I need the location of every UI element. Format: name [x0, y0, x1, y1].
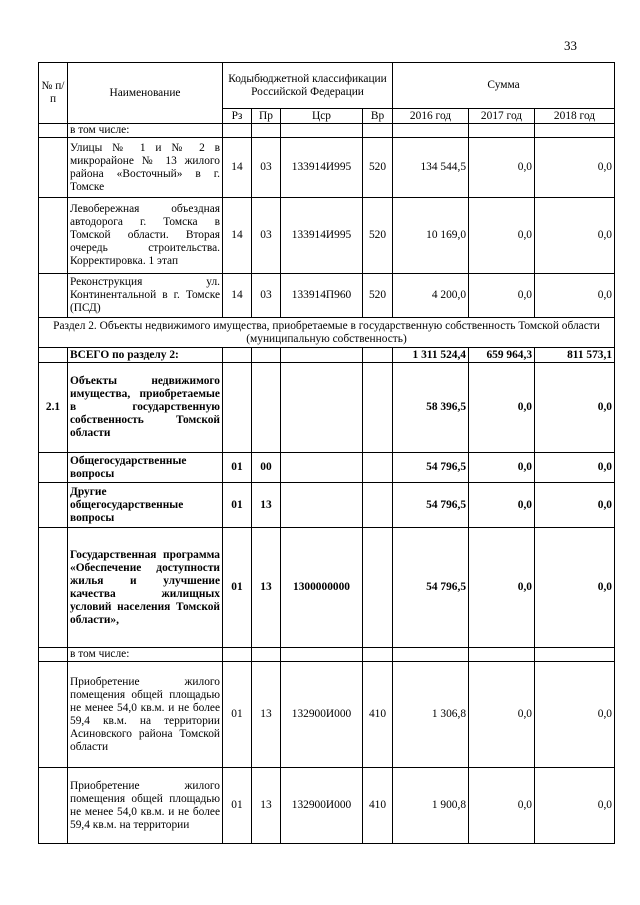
cell-2016: 54 796,5	[393, 528, 469, 648]
cell-csr: 133914И995	[281, 138, 363, 198]
cell-2016: 58 396,5	[393, 363, 469, 453]
col-header-name: Наименование	[68, 63, 223, 124]
cell-2016: 1 306,8	[393, 662, 469, 768]
cell-pr: 03	[252, 274, 281, 318]
table-row	[39, 274, 615, 318]
total-row	[39, 348, 615, 363]
cell-2017: 0,0	[469, 483, 535, 528]
cell-pr: 13	[252, 662, 281, 768]
cell-2018: 811 573,1	[535, 348, 615, 363]
cell-2017: 0,0	[469, 768, 535, 844]
header-row-1	[39, 63, 615, 109]
cell-pr: 03	[252, 138, 281, 198]
col-header-codes: Кодыбюджетной классификации Российской Федерации	[223, 63, 393, 109]
cell-2018: 0,0	[535, 662, 615, 768]
cell-csr: 1300000000	[281, 528, 363, 648]
cell-pr: 03	[252, 198, 281, 274]
cell-2018: 0,0	[535, 453, 615, 483]
cell-2016: 4 200,0	[393, 274, 469, 318]
col-header-2018: 2018 год	[535, 109, 615, 124]
cell-rz: 14	[223, 138, 252, 198]
cell-2016: 134 544,5	[393, 138, 469, 198]
cell-2016: 54 796,5	[393, 483, 469, 528]
table-row	[39, 528, 615, 648]
row-name: Реконструкция ул. Континентальной в г. Томске (ПСД)	[68, 274, 223, 318]
table-row	[39, 483, 615, 528]
cell-2018: 0,0	[535, 138, 615, 198]
cell-2018: 0,0	[535, 363, 615, 453]
cell-rz: 01	[223, 768, 252, 844]
col-header-pr: Пр	[252, 109, 281, 124]
cell-2016: 54 796,5	[393, 453, 469, 483]
cell-csr: 132900И000	[281, 662, 363, 768]
row-label: в том числе:	[68, 648, 223, 662]
cell-2018: 0,0	[535, 528, 615, 648]
cell-rz: 01	[223, 483, 252, 528]
row-name: Улицы № 1 и № 2 в микрорайоне № 13 жилого района «Восточный» в г. Томске	[68, 138, 223, 198]
cell-2017: 0,0	[469, 138, 535, 198]
cell-vr: 520	[363, 138, 393, 198]
cell-csr: 132900И000	[281, 768, 363, 844]
col-header-sum: Сумма	[393, 63, 615, 109]
cell-2016: 1 311 524,4	[393, 348, 469, 363]
cell-vr: 410	[363, 768, 393, 844]
section-heading: Раздел 2. Объекты недвижимого имущества, приобретаемые в государственную собственность Томской области (муниципальную собственность)	[39, 318, 615, 348]
cell-pr: 13	[252, 768, 281, 844]
cell-rz: 01	[223, 453, 252, 483]
cell-pr: 00	[252, 453, 281, 483]
cell-2017: 0,0	[469, 453, 535, 483]
cell-2018: 0,0	[535, 483, 615, 528]
cell-2017: 0,0	[469, 662, 535, 768]
cell-2017: 0,0	[469, 274, 535, 318]
cell-2017: 0,0	[469, 528, 535, 648]
table-row	[39, 648, 615, 662]
cell-2016: 1 900,8	[393, 768, 469, 844]
row-name: Объекты недвижимого имущества, приобретаемые в государственную собственность Томской области	[68, 363, 223, 453]
cell-2018: 0,0	[535, 198, 615, 274]
cell-pr: 13	[252, 483, 281, 528]
cell-vr: 520	[363, 274, 393, 318]
row-name: Левобережная объездная автодорога г. Томска в Томской области. Вторая очередь строительства. Корректировка. 1 этап	[68, 198, 223, 274]
col-header-2017: 2017 год	[469, 109, 535, 124]
row-name: Другие общегосударственные вопросы	[68, 483, 223, 528]
cell-rz: 01	[223, 662, 252, 768]
page-number: 33	[564, 38, 577, 53]
table-row	[39, 124, 615, 138]
table-row	[39, 138, 615, 198]
row-name: Приобретение жилого помещения общей площадью не менее 54,0 кв.м. и не более 59,4 кв.м. на территории	[68, 768, 223, 844]
table-row	[39, 198, 615, 274]
col-header-csr: Цср	[281, 109, 363, 124]
col-header-2016: 2016 год	[393, 109, 469, 124]
col-header-num: № п/п	[39, 63, 68, 124]
cell-2016: 10 169,0	[393, 198, 469, 274]
cell-2017: 659 964,3	[469, 348, 535, 363]
cell-rz: 01	[223, 528, 252, 648]
cell-csr: 133914П960	[281, 274, 363, 318]
cell-pr: 13	[252, 528, 281, 648]
total-label: ВСЕГО по разделу 2:	[68, 348, 223, 363]
cell-rz: 14	[223, 274, 252, 318]
row-name: Общегосударственные вопросы	[68, 453, 223, 483]
row-label: в том числе:	[68, 124, 223, 138]
budget-table	[38, 62, 615, 844]
table-row	[39, 662, 615, 768]
row-name: Приобретение жилого помещения общей площадью не менее 54,0 кв.м. и не более 59,4 кв.м. на территории Асиновского района Томской области	[68, 662, 223, 768]
table-row	[39, 363, 615, 453]
table-row	[39, 453, 615, 483]
section-heading-row	[39, 318, 615, 348]
cell-rz: 14	[223, 198, 252, 274]
table-row	[39, 768, 615, 844]
col-header-rz: Рз	[223, 109, 252, 124]
cell-csr: 133914И995	[281, 198, 363, 274]
cell-2018: 0,0	[535, 274, 615, 318]
cell-vr: 410	[363, 662, 393, 768]
cell-2018: 0,0	[535, 768, 615, 844]
cell-vr: 520	[363, 198, 393, 274]
col-header-vr: Вр	[363, 109, 393, 124]
row-name: Государственная программа «Обеспечение доступности жилья и улучшение качества жилищных условий населения Томской области»,	[68, 528, 223, 648]
cell-2017: 0,0	[469, 198, 535, 274]
row-number: 2.1	[39, 363, 68, 453]
cell-2017: 0,0	[469, 363, 535, 453]
